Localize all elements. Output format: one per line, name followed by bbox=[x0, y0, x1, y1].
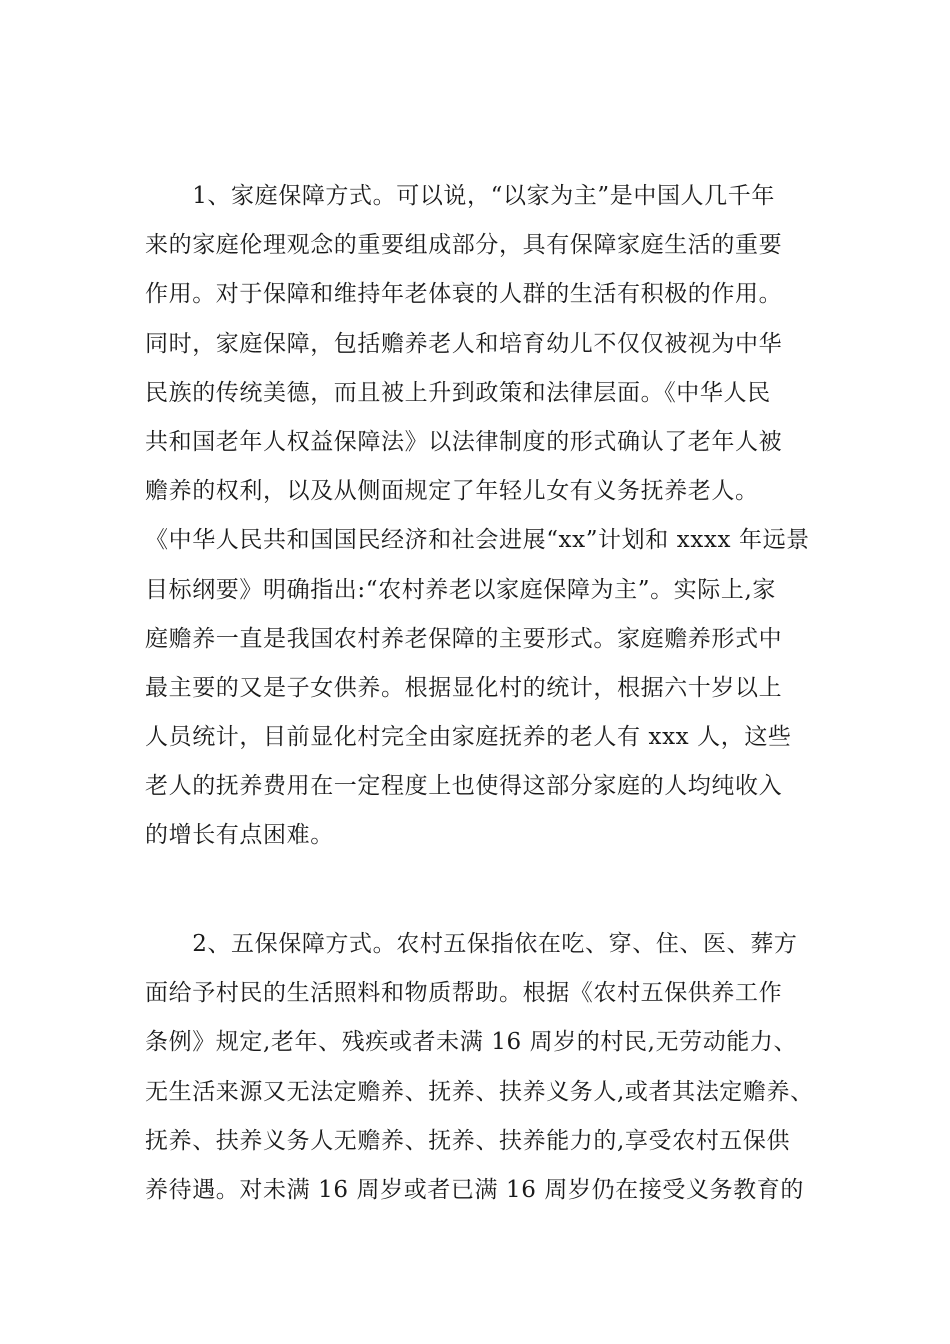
text-line: 1、家庭保障方式。可以说，“以家为主”是中国人几千年 bbox=[145, 183, 775, 209]
text-line: 的增长有点困难。 bbox=[145, 822, 334, 849]
text-line: 《中华人民共和国国民经济和社会进展“xx”计划和 xxxx 年远景 bbox=[145, 527, 810, 554]
text-line: 赡养的权利，以及从侧面规定了年轻儿女有义务抚养老人。 bbox=[145, 478, 759, 505]
text-line: 共和国老年人权益保障法》以法律制度的形式确认了老年人被 bbox=[145, 428, 783, 455]
text-line: 养待遇。对未满 16 周岁或者已满 16 周岁仍在接受义务教育的 bbox=[145, 1176, 804, 1203]
text-line: 条例》规定,老年、残疾或者未满 16 周岁的村民,无劳动能力、 bbox=[145, 1029, 798, 1056]
text-line: 无生活来源又无法定赡养、抚养、扶养义务人,或者其法定赡养、 bbox=[145, 1078, 814, 1105]
text-line: 庭赡养一直是我国农村养老保障的主要形式。家庭赡养形式中 bbox=[145, 625, 783, 652]
text-line: 2、五保保障方式。农村五保指依在吃、穿、住、医、葬方 bbox=[145, 931, 798, 957]
text-line: 目标纲要》明确指出:“农村养老以家庭保障为主”。实际上,家 bbox=[145, 576, 776, 603]
text-line: 作用。对于保障和维持年老体衰的人群的生活有积极的作用。 bbox=[145, 281, 783, 308]
text-line: 来的家庭伦理观念的重要组成部分，具有保障家庭生活的重要 bbox=[145, 232, 783, 259]
paragraph-family-security bbox=[145, 172, 835, 861]
text-line: 民族的传统美德，而且被上升到政策和法律层面。《中华人民 bbox=[145, 379, 771, 406]
text-line: 同时，家庭保障，包括赡养老人和培育幼儿不仅仅被视为中华 bbox=[145, 330, 783, 357]
text-line: 人员统计，目前显化村完全由家庭抚养的老人有 xxx 人，这些 bbox=[145, 724, 792, 751]
text-line: 最主要的又是子女供养。根据显化村的统计，根据六十岁以上 bbox=[145, 674, 783, 701]
paragraph-five-guarantees bbox=[145, 920, 835, 1215]
text-line: 面给予村民的生活照料和物质帮助。根据《农村五保供养工作 bbox=[145, 980, 783, 1007]
text-line: 老人的抚养费用在一定程度上也使得这部分家庭的人均纯收入 bbox=[145, 773, 783, 800]
text-line: 抚养、扶养义务人无赡养、抚养、扶养能力的,享受农村五保供 bbox=[145, 1127, 791, 1154]
